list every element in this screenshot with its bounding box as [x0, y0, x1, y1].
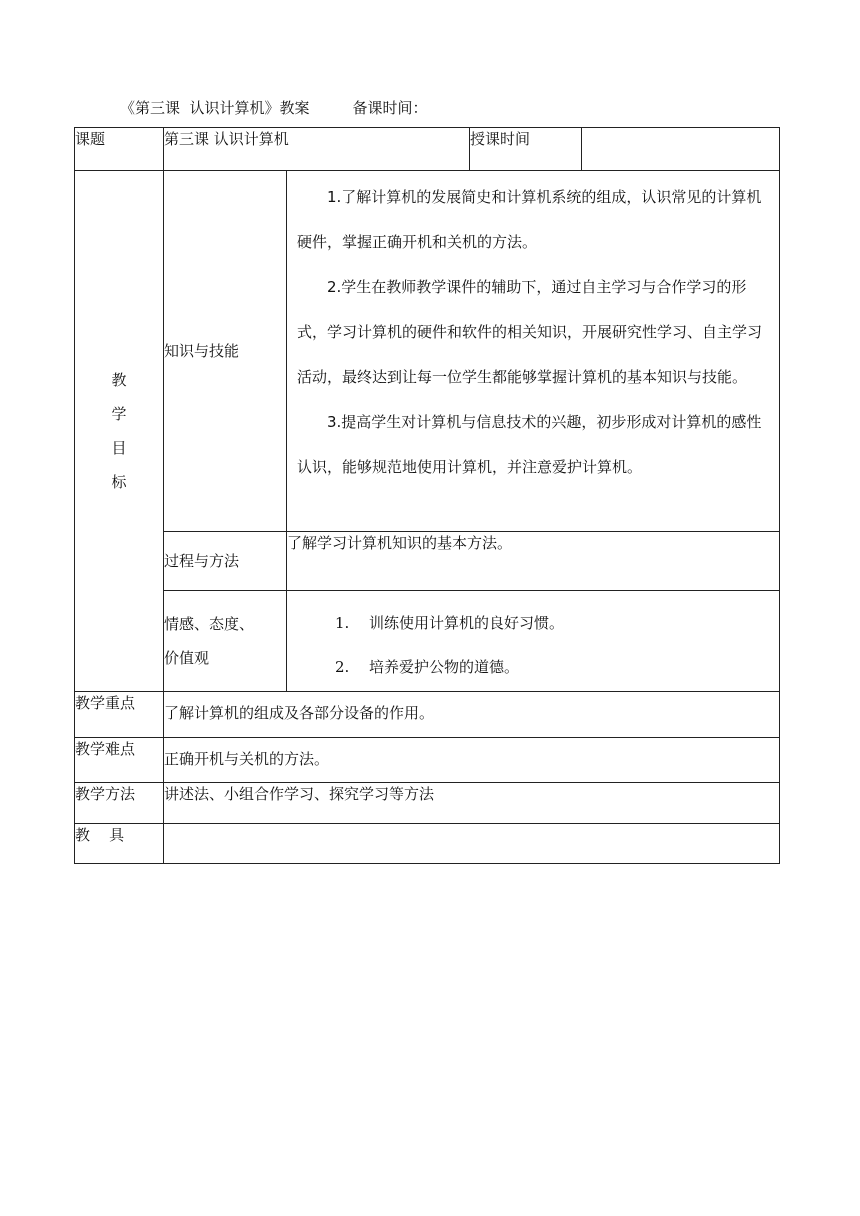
tools-value [164, 824, 780, 864]
emotion-item [335, 601, 779, 645]
emotion-label [164, 591, 287, 692]
goals-char: 教 [111, 371, 127, 389]
method-label: 教学方法 [75, 783, 164, 824]
teach-time-value [582, 128, 780, 171]
emotion-label-line: 价值观 [164, 649, 210, 667]
emotion-item-number: 2. [335, 658, 350, 676]
emotion-item [335, 645, 779, 689]
emotion-list [287, 591, 779, 689]
knowledge-label: 知识与技能 [164, 171, 287, 532]
key-point-label: 教学重点 [75, 692, 164, 738]
tools-label: 教 具 [75, 824, 164, 864]
method-row [75, 783, 780, 824]
key-point-value: 了解计算机的组成及各部分设备的作用。 [164, 692, 780, 738]
method-value: 讲述法、小组合作学习、探究学习等方法 [164, 783, 780, 824]
knowledge-paragraph: 1.了解计算机的发展简史和计算机系统的组成，认识常见的计算机硬件，掌握正确开机和关机的方法。 [297, 188, 762, 251]
goals-char: 标 [111, 473, 127, 491]
knowledge-paragraph: 2.学生在教师教学课件的辅助下，通过自主学习与合作学习的形式，学习计算机的硬件和软件的相关知识，开展研究性学习、自主学习活动，最终达到让每一位学生都能够掌握计算机的基本知识与技能。 [297, 278, 763, 386]
document-title-line [120, 97, 427, 118]
emotion-row [75, 591, 780, 692]
tools-row [75, 824, 780, 864]
topic-value: 第三课 认识计算机 [164, 128, 470, 171]
lesson-plan-table [74, 127, 780, 864]
emotion-item-text: 培养爱护公物的道德。 [369, 658, 520, 676]
difficulty-value: 正确开机与关机的方法。 [164, 738, 780, 783]
topic-label: 课题 [75, 128, 164, 171]
emotion-label-line: 情感、态度、 [164, 615, 255, 633]
goals-char: 目 [111, 439, 127, 457]
teaching-goals-label [75, 171, 164, 692]
prep-time-label: 备课时间： [352, 99, 428, 117]
difficulty-row [75, 738, 780, 783]
key-point-row [75, 692, 780, 738]
goals-char: 学 [111, 405, 127, 423]
process-value: 了解学习计算机知识的基本方法。 [287, 532, 780, 591]
topic-row [75, 128, 780, 171]
emotion-item-text: 训练使用计算机的良好习惯。 [369, 614, 565, 632]
knowledge-paragraph: 3.提高学生对计算机与信息技术的兴趣，初步形成对计算机的感性认识，能够规范地使用计算机，并注意爱护计算机。 [297, 413, 762, 476]
emotion-content [287, 591, 780, 692]
document-title: 《第三课 认识计算机》教案 [120, 99, 310, 117]
knowledge-content [287, 171, 780, 532]
knowledge-row [75, 171, 780, 532]
process-label: 过程与方法 [164, 532, 287, 591]
emotion-item-number: 1. [335, 614, 350, 632]
teach-time-label: 授课时间 [470, 128, 582, 171]
difficulty-label: 教学难点 [75, 738, 164, 783]
process-row [75, 532, 780, 591]
